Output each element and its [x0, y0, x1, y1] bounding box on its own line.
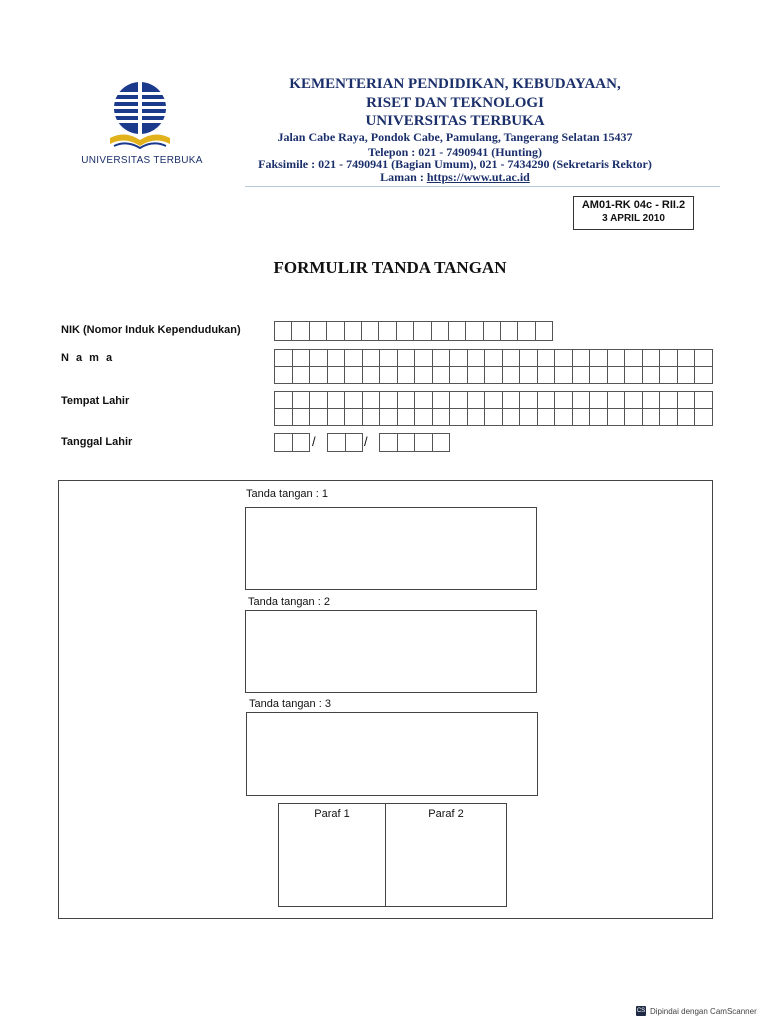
header-ministry: KEMENTERIAN PENDIDIKAN, KEBUDAYAAN,	[289, 76, 621, 92]
char-cell[interactable]	[503, 409, 521, 426]
char-cell[interactable]	[536, 322, 553, 341]
header-phone: Telepon : 021 - 7490941 (Hunting)	[368, 145, 542, 159]
char-cell[interactable]	[433, 350, 451, 367]
char-cell[interactable]	[433, 367, 451, 384]
paraf-label-1: Paraf 1	[314, 808, 350, 820]
char-cell[interactable]	[433, 434, 451, 452]
char-cell[interactable]	[538, 409, 556, 426]
char-cell[interactable]	[538, 350, 556, 367]
char-cell[interactable]	[503, 367, 521, 384]
char-cell[interactable]	[345, 322, 362, 341]
birth-year-input[interactable]	[379, 433, 450, 452]
date-separator: /	[312, 434, 316, 449]
header-ministry-2: RISET DAN TEKNOLOGI	[366, 95, 544, 111]
char-cell[interactable]	[450, 392, 468, 409]
char-cell[interactable]	[293, 409, 311, 426]
char-cell[interactable]	[327, 322, 344, 341]
char-cell[interactable]	[328, 350, 346, 367]
char-cell[interactable]	[345, 392, 363, 409]
char-cell[interactable]	[328, 434, 346, 452]
char-cell[interactable]	[573, 367, 591, 384]
char-cell[interactable]	[293, 350, 311, 367]
paraf-box-1[interactable]	[278, 803, 386, 907]
char-cell[interactable]	[695, 367, 713, 384]
paraf-label-2: Paraf 2	[428, 808, 464, 820]
char-cell[interactable]	[292, 322, 309, 341]
char-cell[interactable]	[380, 409, 398, 426]
char-cell[interactable]	[608, 350, 626, 367]
camscanner-text: Dipindai dengan CamScanner	[650, 1006, 757, 1016]
header-university: UNIVERSITAS TERBUKA	[365, 113, 545, 129]
nik-input-grid[interactable]	[274, 321, 553, 341]
char-cell[interactable]	[678, 409, 696, 426]
char-cell[interactable]	[328, 409, 346, 426]
char-cell[interactable]	[293, 434, 311, 452]
char-cell[interactable]	[468, 367, 486, 384]
char-cell[interactable]	[555, 409, 573, 426]
char-cell[interactable]	[573, 392, 591, 409]
char-cell[interactable]	[573, 409, 591, 426]
char-cell[interactable]	[643, 392, 661, 409]
char-cell[interactable]	[310, 367, 328, 384]
char-cell[interactable]	[678, 350, 696, 367]
char-cell[interactable]	[363, 350, 381, 367]
char-cell[interactable]	[501, 322, 518, 341]
char-cell[interactable]	[625, 367, 643, 384]
char-cell[interactable]	[573, 350, 591, 367]
char-cell[interactable]	[520, 367, 538, 384]
char-cell[interactable]	[590, 392, 608, 409]
nama-input-grid[interactable]	[274, 349, 713, 384]
logo-caption: UNIVERSITAS TERBUKA	[81, 155, 203, 166]
char-cell[interactable]	[398, 392, 416, 409]
char-cell[interactable]	[468, 392, 486, 409]
char-cell[interactable]	[398, 350, 416, 367]
char-cell[interactable]	[520, 409, 538, 426]
char-cell[interactable]	[485, 409, 503, 426]
form-title: FORMULIR TANDA TANGAN	[273, 258, 507, 277]
char-cell[interactable]	[643, 350, 661, 367]
char-cell[interactable]	[275, 322, 292, 341]
char-cell[interactable]	[660, 367, 678, 384]
char-cell[interactable]	[485, 367, 503, 384]
camscanner-watermark	[636, 1006, 757, 1016]
signature-label-3: Tanda tangan : 3	[249, 698, 331, 710]
char-cell[interactable]	[363, 409, 381, 426]
char-cell[interactable]	[310, 392, 328, 409]
char-cell[interactable]	[415, 392, 433, 409]
char-cell[interactable]	[678, 367, 696, 384]
char-cell[interactable]	[310, 409, 328, 426]
nik-label: NIK (Nomor Induk Kependudukan)	[61, 324, 241, 336]
char-cell[interactable]	[432, 322, 449, 341]
char-cell[interactable]	[625, 350, 643, 367]
char-cell[interactable]	[415, 409, 433, 426]
char-cell[interactable]	[363, 392, 381, 409]
char-cell[interactable]	[555, 392, 573, 409]
char-cell[interactable]	[485, 392, 503, 409]
char-cell[interactable]	[380, 350, 398, 367]
char-cell[interactable]	[450, 367, 468, 384]
char-cell[interactable]	[555, 350, 573, 367]
char-cell[interactable]	[660, 350, 678, 367]
char-cell[interactable]	[398, 434, 416, 452]
char-cell[interactable]	[695, 392, 713, 409]
char-cell[interactable]	[484, 322, 501, 341]
char-cell[interactable]	[590, 409, 608, 426]
char-cell[interactable]	[538, 367, 556, 384]
char-cell[interactable]	[345, 367, 363, 384]
document-code: AM01-RK 04c - RII.2	[581, 199, 686, 211]
char-cell[interactable]	[293, 392, 311, 409]
char-cell[interactable]	[415, 434, 433, 452]
char-cell[interactable]	[397, 322, 414, 341]
char-cell[interactable]	[414, 322, 431, 341]
char-cell[interactable]	[503, 392, 521, 409]
header-fax: Faksimile : 021 - 7490941 (Bagian Umum), 021 - 7434290 (Sekretaris Rektor)	[258, 157, 652, 171]
char-cell[interactable]	[415, 367, 433, 384]
char-cell[interactable]	[345, 350, 363, 367]
char-cell[interactable]	[503, 350, 521, 367]
char-cell[interactable]	[433, 392, 451, 409]
signature-box-2[interactable]	[245, 610, 537, 693]
char-cell[interactable]	[363, 367, 381, 384]
char-cell[interactable]	[590, 367, 608, 384]
tempat-lahir-label: Tempat Lahir	[61, 395, 130, 407]
char-cell[interactable]	[485, 350, 503, 367]
tanggal-lahir-label: Tanggal Lahir	[61, 436, 133, 448]
ut-logo-icon	[100, 80, 180, 152]
signature-box-3[interactable]	[246, 712, 538, 796]
signature-label-2: Tanda tangan : 2	[248, 596, 330, 608]
char-cell[interactable]	[328, 392, 346, 409]
char-cell[interactable]	[380, 392, 398, 409]
birth-day-input[interactable]	[274, 433, 310, 452]
char-cell[interactable]	[608, 409, 626, 426]
char-cell[interactable]	[380, 367, 398, 384]
char-cell[interactable]	[643, 409, 661, 426]
char-cell[interactable]	[695, 409, 713, 426]
char-cell[interactable]	[660, 392, 678, 409]
document-code-box	[573, 196, 694, 230]
char-cell[interactable]	[625, 409, 643, 426]
char-cell[interactable]	[310, 350, 328, 367]
date-separator: /	[364, 434, 368, 449]
char-cell[interactable]	[678, 392, 696, 409]
char-cell[interactable]	[449, 322, 466, 341]
document-date: 3 APRIL 2010	[602, 213, 665, 224]
website-link[interactable]: https://www.ut.ac.id	[426, 170, 530, 184]
tempat-lahir-input-grid[interactable]	[274, 391, 713, 426]
char-cell[interactable]	[660, 409, 678, 426]
char-cell[interactable]	[275, 392, 293, 409]
signature-label-1: Tanda tangan : 1	[246, 488, 328, 500]
char-cell[interactable]	[608, 367, 626, 384]
char-cell[interactable]	[328, 367, 346, 384]
char-cell[interactable]	[433, 409, 451, 426]
website-prefix: Laman :	[380, 170, 427, 184]
header-address: Jalan Cabe Raya, Pondok Cabe, Pamulang, Tangerang Selatan 15437	[277, 130, 633, 144]
char-cell[interactable]	[293, 367, 311, 384]
char-cell[interactable]	[695, 350, 713, 367]
char-cell[interactable]	[275, 367, 293, 384]
char-cell[interactable]	[643, 367, 661, 384]
char-cell[interactable]	[520, 392, 538, 409]
char-cell[interactable]	[625, 392, 643, 409]
char-cell[interactable]	[538, 392, 556, 409]
header-website	[235, 170, 675, 185]
char-cell[interactable]	[468, 350, 486, 367]
char-cell[interactable]	[379, 322, 396, 341]
char-cell[interactable]	[555, 367, 573, 384]
char-cell[interactable]	[380, 434, 398, 452]
char-cell[interactable]	[398, 409, 416, 426]
char-cell[interactable]	[466, 322, 483, 341]
char-cell[interactable]	[520, 350, 538, 367]
birth-month-input[interactable]	[327, 433, 363, 452]
char-cell[interactable]	[310, 322, 327, 341]
char-cell[interactable]	[415, 350, 433, 367]
nama-label: N a m a	[61, 352, 115, 364]
char-cell[interactable]	[468, 409, 486, 426]
camscanner-icon: CS	[636, 1008, 646, 1014]
char-cell[interactable]	[518, 322, 535, 341]
char-cell[interactable]	[450, 350, 468, 367]
char-cell[interactable]	[275, 409, 293, 426]
char-cell[interactable]	[590, 350, 608, 367]
char-cell[interactable]	[346, 434, 364, 452]
paraf-box-2[interactable]	[385, 803, 507, 907]
char-cell[interactable]	[275, 434, 293, 452]
char-cell[interactable]	[362, 322, 379, 341]
char-cell[interactable]	[608, 392, 626, 409]
char-cell[interactable]	[450, 409, 468, 426]
header-divider	[245, 186, 720, 187]
char-cell[interactable]	[275, 350, 293, 367]
signature-box-1[interactable]	[245, 507, 537, 590]
char-cell[interactable]	[398, 367, 416, 384]
char-cell[interactable]	[345, 409, 363, 426]
